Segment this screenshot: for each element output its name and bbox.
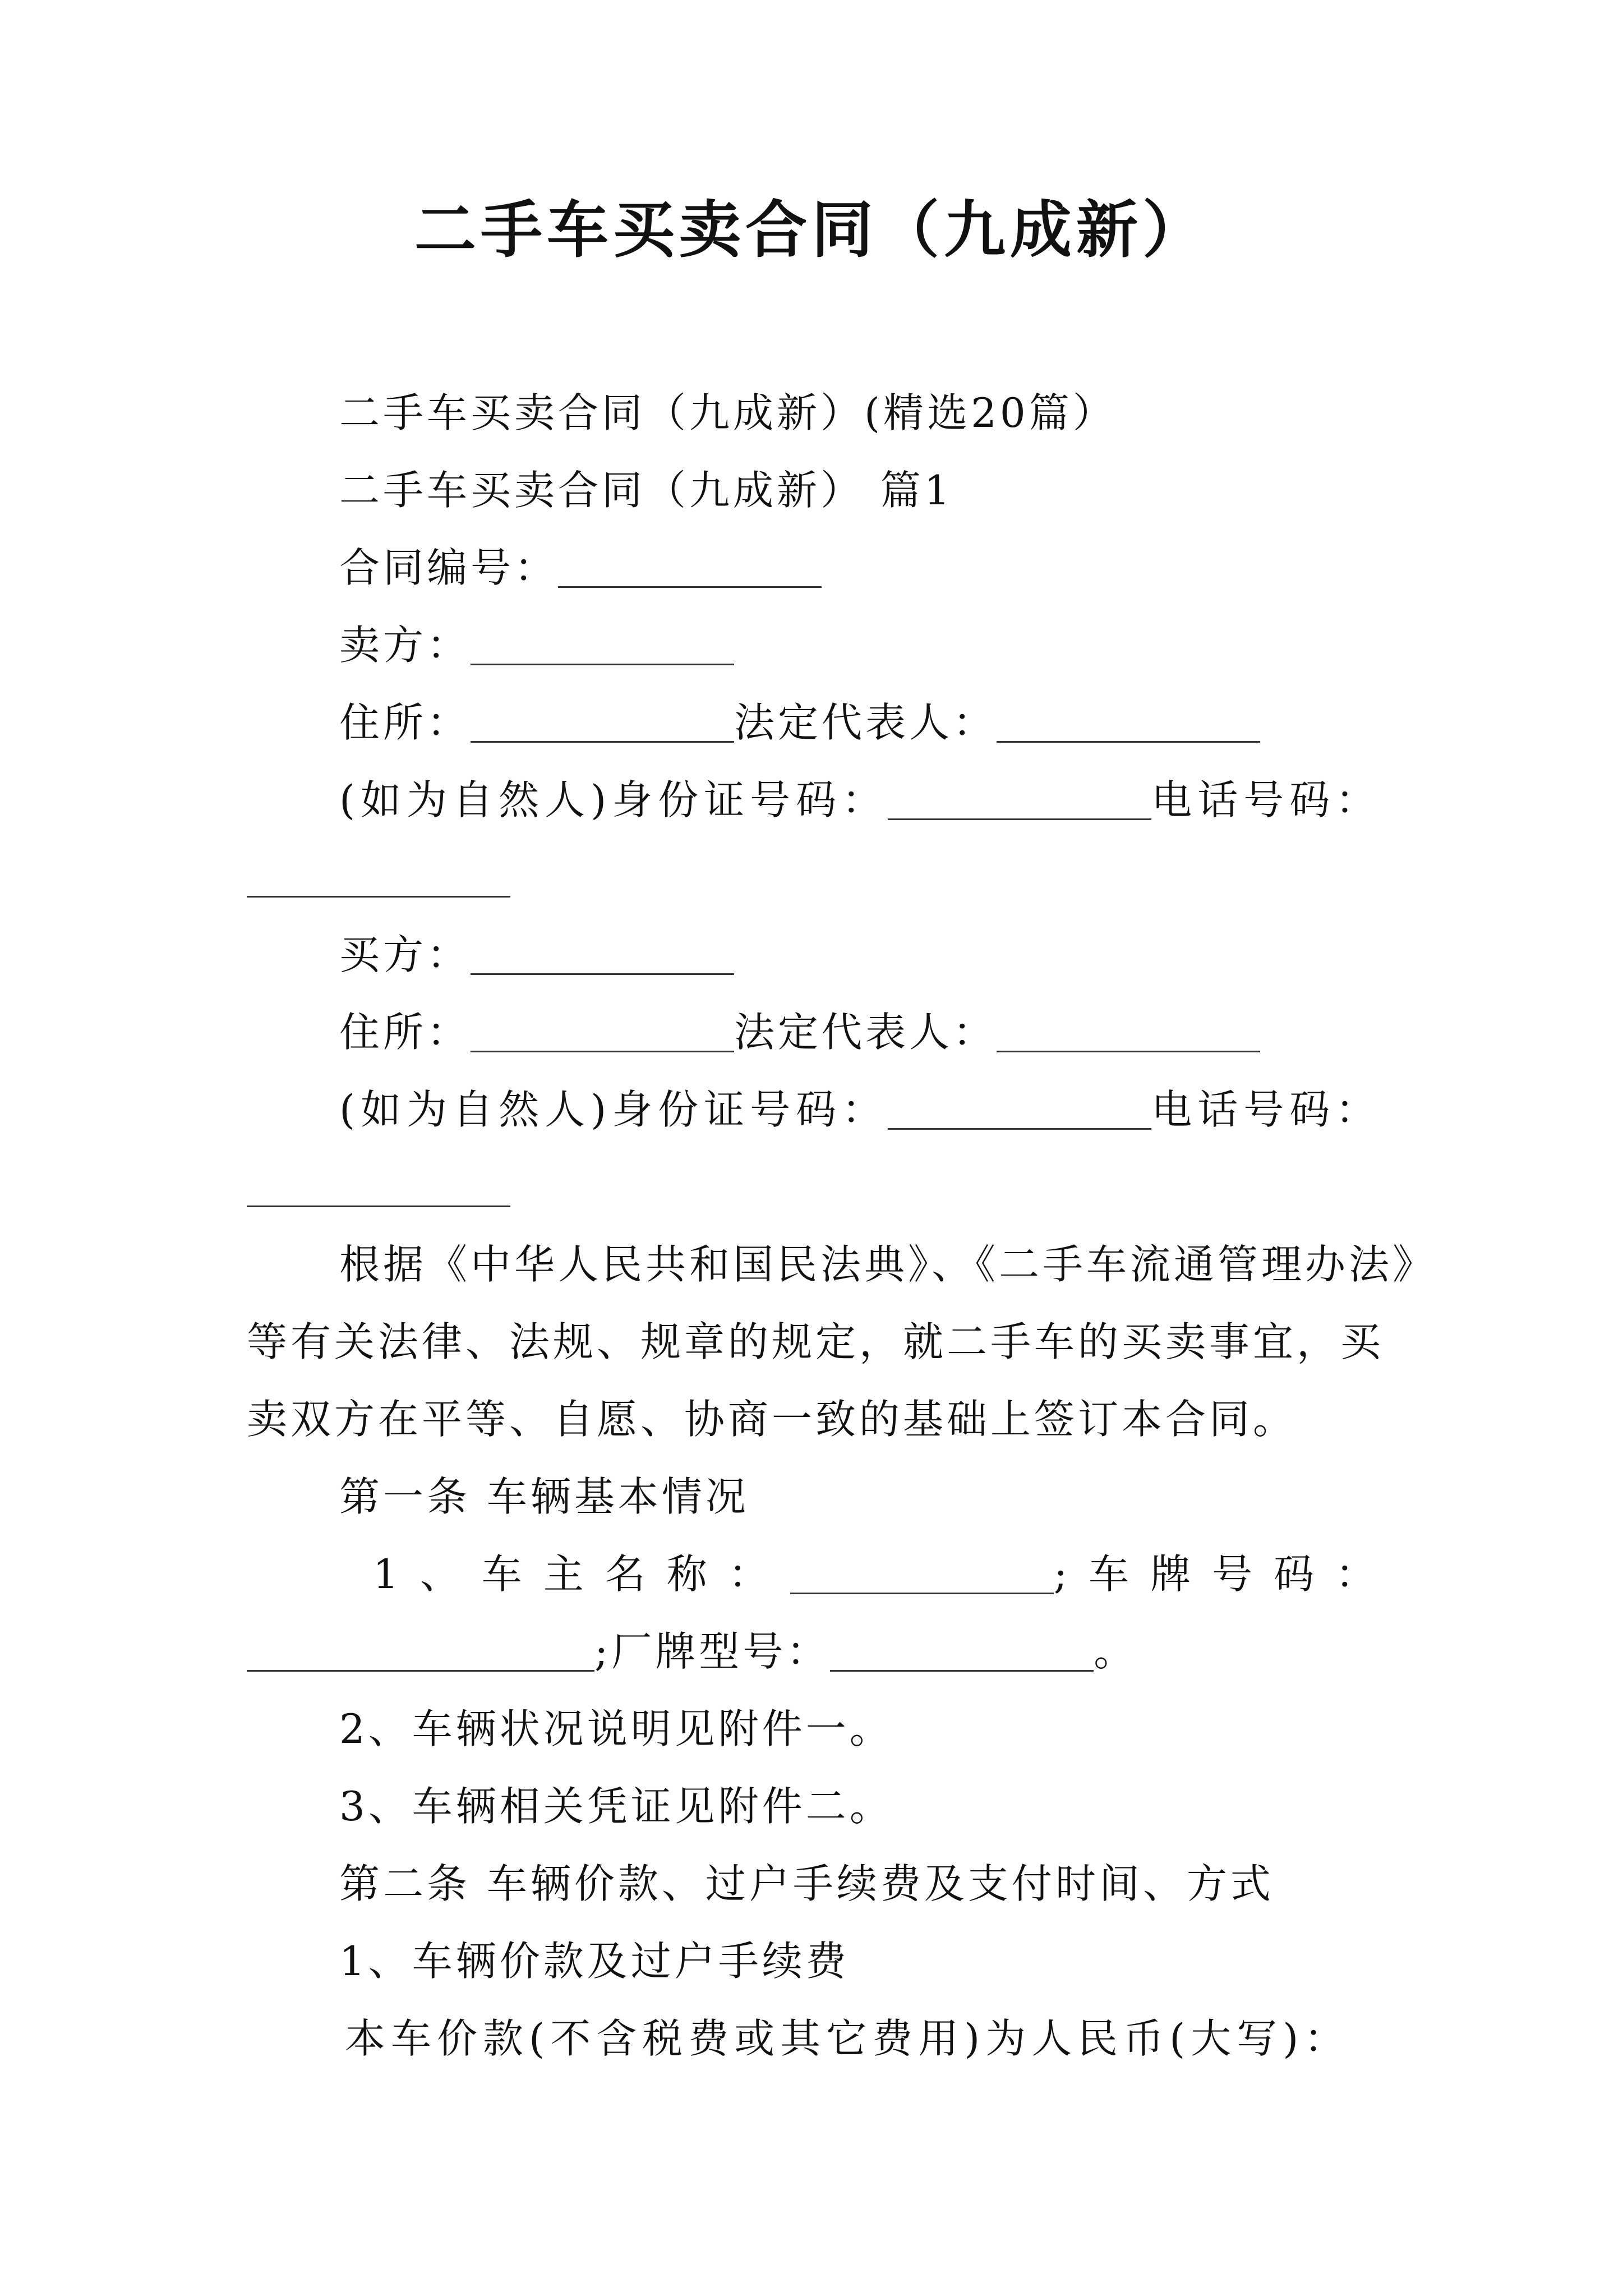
buyer-id-label: (如为自然人)身份证号码： [339, 1086, 888, 1133]
seller-id-label: (如为自然人)身份证号码： [339, 776, 888, 823]
buyer-line [339, 931, 734, 978]
model-end: 。 [1094, 1628, 1138, 1675]
seller-address-label: 住所： [339, 699, 471, 746]
contract-number-label: 合同编号： [339, 544, 559, 591]
basis-paragraph-line3: 卖双方在平等、自愿、协商一致的基础上签订本合同。 [247, 1396, 1297, 1443]
price-line: 本车价款(不含税费或其它费用)为人民币(大写)： [345, 2015, 1350, 2062]
buyer-label: 买方： [339, 931, 471, 978]
plate-label: ;车牌号码： [1053, 1550, 1398, 1598]
article-1-heading: 第一条 车辆基本情况 [339, 1473, 749, 1520]
basis-paragraph-line2: 等有关法律、法规、规章的规定，就二手车的买卖事宜，买 [247, 1318, 1385, 1365]
contract-number-line [339, 544, 822, 591]
seller-blank [471, 625, 734, 665]
buyer-phone-line [247, 1167, 510, 1207]
seller-address-blank [471, 703, 734, 743]
buyer-phone-blank [247, 1167, 510, 1207]
buyer-phone-label: 电话号码： [1151, 1086, 1382, 1133]
vehicle-model-line [247, 1628, 1138, 1675]
seller-phone-label: 电话号码： [1151, 776, 1382, 823]
model-label: ;厂牌型号： [594, 1628, 831, 1675]
buyer-id-blank [888, 1090, 1151, 1130]
model-blank [830, 1632, 1094, 1672]
buyer-blank [471, 935, 734, 975]
seller-address-line [339, 699, 1260, 746]
item-2: 2、车辆状况说明见附件一。 [339, 1705, 893, 1752]
seller-rep-blank [997, 703, 1260, 743]
buyer-address-line [339, 1009, 1260, 1056]
owner-blank [790, 1554, 1054, 1594]
item-3: 3、车辆相关凭证见附件二。 [339, 1783, 893, 1830]
seller-label: 卖方： [339, 622, 471, 669]
plate-blank [247, 1632, 594, 1672]
buyer-address-blank [471, 1013, 734, 1052]
seller-line [339, 622, 734, 669]
buyer-rep-label: 法定代表人： [734, 1009, 997, 1056]
seller-id-blank [888, 780, 1151, 820]
basis-paragraph-line1: 根据《中华人民共和国民法典》、《二手车流通管理办法》 [339, 1241, 1437, 1288]
subtitle-line: 二手车买卖合同（九成新）(精选20篇） [339, 389, 1117, 436]
buyer-id-line [339, 1086, 1382, 1133]
buyer-address-label: 住所： [339, 1009, 471, 1056]
seller-id-line [339, 776, 1382, 823]
article-2-item-1: 1、车辆价款及过户手续费 [339, 1938, 850, 1985]
contract-number-blank [558, 548, 822, 588]
seller-rep-label: 法定代表人： [734, 699, 997, 746]
section-heading: 二手车买卖合同（九成新） 篇1 [339, 467, 953, 514]
vehicle-owner-line [373, 1550, 1398, 1598]
article-2-heading: 第二条 车辆价款、过户手续费及支付时间、方式 [339, 1860, 1274, 1907]
buyer-rep-blank [997, 1013, 1260, 1052]
seller-phone-blank [247, 858, 510, 898]
document-title: 二手车买卖合同（九成新） [414, 194, 1209, 266]
owner-label: 1、车主名称： [373, 1550, 790, 1598]
seller-phone-line [247, 857, 510, 898]
